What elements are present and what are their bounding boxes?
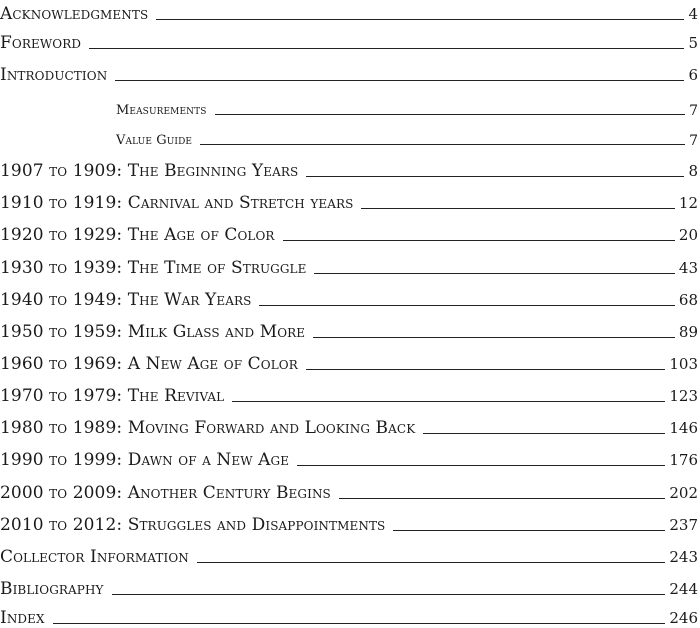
toc-entry-page-number: 43 (678, 259, 698, 277)
toc-entry-1990-1999[interactable] (0, 446, 700, 470)
toc-entry-title: 1960 to 1969: A New Age of Color (0, 354, 298, 374)
toc-entry-page-number: 68 (678, 291, 698, 309)
toc-entry-page-number: 146 (669, 419, 698, 437)
toc-entry-title: 1930 to 1939: The Time of Struggle (0, 258, 307, 278)
toc-entry-1910-1919[interactable] (0, 189, 700, 213)
toc-entry-title: Measurements (116, 103, 207, 118)
toc-entry-title: Collector Information (0, 547, 189, 567)
toc-entry-title: Index (0, 608, 45, 628)
dot-leader-line (156, 19, 684, 20)
dot-leader-line (297, 465, 665, 466)
toc-entry-page-number: 237 (669, 516, 698, 534)
dot-leader-line (306, 176, 684, 177)
dot-leader-line (200, 144, 685, 145)
toc-entry-title: 1907 to 1909: The Beginning Years (0, 161, 299, 181)
toc-entry-page-number: 246 (669, 609, 698, 627)
toc-entry-title: 1910 to 1919: Carnival and Stretch years (0, 193, 354, 213)
toc-entry-title: Bibliography (0, 579, 104, 599)
toc-entry-title: 1990 to 1999: Dawn of a New Age (0, 450, 290, 470)
dot-leader-line (89, 48, 684, 49)
dot-leader-line (197, 562, 665, 563)
dot-leader-line (259, 305, 674, 306)
dot-leader-line (115, 80, 684, 81)
dot-leader-line (313, 337, 675, 338)
toc-entry-page-number: 20 (678, 226, 698, 244)
toc-entry-page-number: 103 (669, 355, 698, 373)
dot-leader-line (53, 623, 666, 624)
toc-entry-page-number: 176 (669, 451, 698, 469)
toc-entry-title: 1920 to 1929: The Age of Color (0, 225, 275, 245)
toc-entry-page-number: 202 (669, 484, 698, 502)
toc-entry-page-number: 4 (688, 5, 698, 23)
toc-entry-title: 2000 to 2009: Another Century Begins (0, 483, 331, 503)
toc-entry-1907-1909[interactable] (0, 157, 700, 181)
toc-entry-page-number: 123 (669, 387, 698, 405)
toc-entry-2010-2012[interactable] (0, 511, 700, 535)
toc-entry-title: Acknowledgments (0, 4, 149, 24)
toc-entry-page-number: 8 (688, 162, 698, 180)
toc-entry-title: Foreword (0, 33, 82, 53)
toc-entry-1970-1979[interactable] (0, 382, 700, 406)
toc-entry-1950-1959[interactable] (0, 318, 700, 342)
toc-entry-index[interactable] (0, 604, 700, 628)
toc-entry-title: Introduction (0, 65, 108, 85)
toc-entry-bibliography[interactable] (0, 575, 700, 599)
toc-subentry-measurements[interactable] (116, 95, 700, 119)
toc-entry-acknowledgments[interactable] (0, 0, 700, 24)
toc-entry-page-number: 7 (689, 103, 698, 119)
toc-entry-title: 1980 to 1989: Moving Forward and Looking Back (0, 418, 416, 438)
toc-entry-title: 2010 to 2012: Struggles and Disappointments (0, 515, 386, 535)
dot-leader-line (339, 498, 665, 499)
dot-leader-line (306, 369, 666, 370)
toc-entry-page-number: 244 (669, 580, 698, 598)
toc-entry-page-number: 243 (669, 548, 698, 566)
toc-entry-2000-2009[interactable] (0, 479, 700, 503)
toc-entry-collector-information[interactable] (0, 543, 700, 567)
toc-entry-page-number: 7 (689, 133, 698, 149)
dot-leader-line (283, 240, 675, 241)
toc-entry-1940-1949[interactable] (0, 286, 700, 310)
toc-entry-page-number: 12 (678, 194, 698, 212)
toc-entry-1980-1989[interactable] (0, 414, 700, 438)
toc-entry-page-number: 89 (678, 323, 698, 341)
dot-leader-line (215, 114, 686, 115)
toc-subentry-value-guide[interactable] (116, 125, 700, 149)
toc-entry-page-number: 6 (688, 66, 698, 84)
toc-entry-1920-1929[interactable] (0, 221, 700, 245)
dot-leader-line (361, 208, 674, 209)
dot-leader-line (112, 594, 666, 595)
toc-entry-foreword[interactable] (0, 29, 700, 53)
dot-leader-line (232, 401, 665, 402)
toc-entry-title: 1940 to 1949: The War Years (0, 290, 252, 310)
toc-entry-introduction[interactable] (0, 61, 700, 85)
toc-entry-title: Value Guide (116, 133, 193, 148)
toc-entry-1960-1969[interactable] (0, 350, 700, 374)
dot-leader-line (393, 530, 665, 531)
toc-entry-title: 1970 to 1979: The Revival (0, 386, 225, 406)
toc-entry-1930-1939[interactable] (0, 254, 700, 278)
dot-leader-line (423, 433, 665, 434)
toc-entry-title: 1950 to 1959: Milk Glass and More (0, 322, 306, 342)
dot-leader-line (314, 273, 674, 274)
toc-entry-page-number: 5 (688, 34, 698, 52)
